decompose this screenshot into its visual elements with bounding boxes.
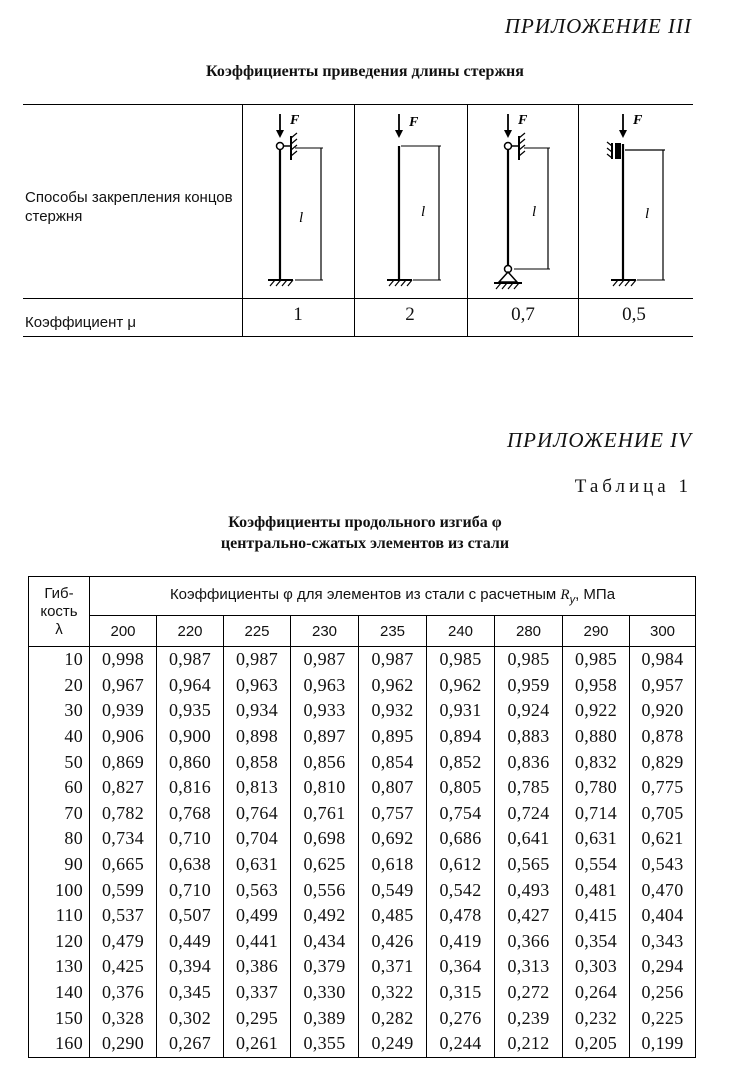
- phi-value: 0,549: [359, 877, 427, 903]
- phi-value: 0,470: [630, 877, 696, 903]
- slenderness-value: 40: [29, 724, 90, 750]
- phi-value: 0,829: [630, 749, 696, 775]
- table-label: Таблица 1: [574, 476, 692, 497]
- phi-value: 0,313: [495, 954, 563, 980]
- phi-value: 0,355: [291, 1031, 359, 1057]
- phi-value: 0,371: [359, 954, 427, 980]
- phi-value: 0,724: [495, 801, 563, 827]
- phi-value: 0,985: [495, 647, 563, 673]
- phi-value: 0,256: [630, 980, 696, 1006]
- phi-value: 0,328: [90, 1005, 157, 1031]
- phi-value: 0,290: [90, 1031, 157, 1057]
- phi-value: 0,931: [427, 698, 495, 724]
- phi-value: 0,426: [359, 929, 427, 955]
- phi-value: 0,734: [90, 826, 157, 852]
- force-label: F: [518, 113, 528, 128]
- slenderness-value: 60: [29, 775, 90, 801]
- reduction-coefficient-table: [23, 104, 693, 337]
- force-label: F: [409, 115, 419, 130]
- top-hinge: [277, 143, 284, 150]
- phi-value: 0,924: [495, 698, 563, 724]
- phi-value: 0,880: [563, 724, 630, 750]
- phi-value: 0,507: [157, 903, 224, 929]
- phi-value: 0,379: [291, 954, 359, 980]
- table-row: [29, 647, 696, 673]
- phi-value: 0,958: [563, 673, 630, 699]
- table-row: [29, 877, 696, 903]
- length-label: l: [299, 210, 304, 226]
- steel-group-header-unit: , МПа: [575, 586, 616, 603]
- phi-value: 0,415: [563, 903, 630, 929]
- phi-value: 0,933: [291, 698, 359, 724]
- phi-value: 0,618: [359, 852, 427, 878]
- phi-value: 0,827: [90, 775, 157, 801]
- phi-value: 0,625: [291, 852, 359, 878]
- phi-value: 0,686: [427, 826, 495, 852]
- phi-value: 0,537: [90, 903, 157, 929]
- phi-value: 0,710: [157, 826, 224, 852]
- phi-value: 0,343: [630, 929, 696, 955]
- table-row: [29, 1005, 696, 1031]
- phi-value: 0,641: [495, 826, 563, 852]
- phi-value: 0,481: [563, 877, 630, 903]
- phi-value: 0,364: [427, 954, 495, 980]
- phi-value: 0,565: [495, 852, 563, 878]
- phi-value: 0,897: [291, 724, 359, 750]
- phi-value: 0,554: [563, 852, 630, 878]
- column-diagram-clamped-fixed: [579, 104, 693, 298]
- column-diagram-free-fixed: [355, 104, 467, 298]
- column-header-ry: 240: [427, 616, 495, 647]
- slenderness-value: 110: [29, 903, 90, 929]
- mu-value-3: 0,7: [511, 304, 535, 325]
- phi-value: 0,612: [427, 852, 495, 878]
- column-header-ry: 235: [359, 616, 427, 647]
- phi-value: 0,895: [359, 724, 427, 750]
- phi-value: 0,232: [563, 1005, 630, 1031]
- phi-value: 0,832: [563, 749, 630, 775]
- table-2-title-line-2: центрально-сжатых элементов из стали: [220, 535, 510, 552]
- phi-value: 0,987: [291, 647, 359, 673]
- phi-value: 0,665: [90, 852, 157, 878]
- phi-value: 0,852: [427, 749, 495, 775]
- column-header-ry: 290: [563, 616, 630, 647]
- phi-value: 0,963: [291, 673, 359, 699]
- table-row: [29, 852, 696, 878]
- column-diagram-pinned-fixed: [243, 104, 354, 298]
- phi-value: 0,984: [630, 647, 696, 673]
- phi-value: 0,987: [157, 647, 224, 673]
- table-rule: [23, 336, 693, 337]
- phi-value: 0,543: [630, 852, 696, 878]
- table-row: [29, 673, 696, 699]
- table-2-title: [0, 512, 730, 554]
- phi-value: 0,542: [427, 877, 495, 903]
- phi-value: 0,389: [291, 1005, 359, 1031]
- phi-value: 0,427: [495, 903, 563, 929]
- column-header-ry: 280: [495, 616, 563, 647]
- phi-value: 0,764: [224, 801, 291, 827]
- phi-value: 0,249: [359, 1031, 427, 1057]
- table-row: [29, 980, 696, 1006]
- phi-value: 0,354: [563, 929, 630, 955]
- slenderness-value: 80: [29, 826, 90, 852]
- phi-value: 0,485: [359, 903, 427, 929]
- column-header-ry: 200: [90, 616, 157, 647]
- phi-value: 0,434: [291, 929, 359, 955]
- force-arrowhead: [504, 130, 512, 138]
- phi-value: 0,441: [224, 929, 291, 955]
- phi-value: 0,754: [427, 801, 495, 827]
- phi-value: 0,860: [157, 749, 224, 775]
- phi-value: 0,425: [90, 954, 157, 980]
- phi-value: 0,757: [359, 801, 427, 827]
- phi-value: 0,563: [224, 877, 291, 903]
- mu-value-4: 0,5: [622, 304, 646, 325]
- table-row: [29, 801, 696, 827]
- phi-value: 0,906: [90, 724, 157, 750]
- phi-value: 0,295: [224, 1005, 291, 1031]
- phi-value: 0,705: [630, 801, 696, 827]
- phi-value: 0,303: [563, 954, 630, 980]
- phi-value: 0,366: [495, 929, 563, 955]
- slenderness-header: Гиб- кость λ: [29, 577, 90, 647]
- phi-value: 0,869: [90, 749, 157, 775]
- column-header-ry: 225: [224, 616, 291, 647]
- force-label: F: [633, 113, 643, 128]
- slenderness-value: 150: [29, 1005, 90, 1031]
- length-label: l: [421, 204, 426, 220]
- phi-value: 0,987: [359, 647, 427, 673]
- phi-value: 0,225: [630, 1005, 696, 1031]
- phi-value: 0,878: [630, 724, 696, 750]
- phi-value: 0,479: [90, 929, 157, 955]
- phi-value: 0,212: [495, 1031, 563, 1057]
- table-row: [29, 724, 696, 750]
- phi-value: 0,775: [630, 775, 696, 801]
- phi-value: 0,199: [630, 1031, 696, 1057]
- phi-value: 0,998: [90, 647, 157, 673]
- phi-value: 0,556: [291, 877, 359, 903]
- slenderness-value: 120: [29, 929, 90, 955]
- phi-value: 0,810: [291, 775, 359, 801]
- phi-value: 0,856: [291, 749, 359, 775]
- phi-value: 0,805: [427, 775, 495, 801]
- clamp-block: [615, 143, 621, 159]
- force-arrowhead: [276, 130, 284, 138]
- table-row: [29, 826, 696, 852]
- appendix-4-heading: ПРИЛОЖЕНИЕ IV: [506, 428, 692, 452]
- phi-value: 0,922: [563, 698, 630, 724]
- appendix-3-heading: ПРИЛОЖЕНИЕ III: [504, 14, 692, 38]
- phi-value: 0,962: [359, 673, 427, 699]
- phi-value: 0,967: [90, 673, 157, 699]
- phi-value: 0,337: [224, 980, 291, 1006]
- table-rule: [23, 298, 693, 299]
- phi-value: 0,386: [224, 954, 291, 980]
- steel-group-header-text: Коэффициенты φ для элементов из стали с расчетным: [169, 586, 557, 603]
- phi-value: 0,404: [630, 903, 696, 929]
- phi-value: 0,714: [563, 801, 630, 827]
- phi-value: 0,782: [90, 801, 157, 827]
- phi-value: 0,883: [495, 724, 563, 750]
- slenderness-value: 50: [29, 749, 90, 775]
- phi-value: 0,813: [224, 775, 291, 801]
- mu-value-2: 2: [405, 304, 415, 325]
- phi-value: 0,419: [427, 929, 495, 955]
- phi-value: 0,987: [224, 647, 291, 673]
- steel-group-header-symbol: R: [560, 587, 570, 603]
- phi-value: 0,478: [427, 903, 495, 929]
- force-arrowhead: [395, 130, 403, 138]
- phi-value: 0,449: [157, 929, 224, 955]
- phi-value: 0,939: [90, 698, 157, 724]
- phi-value: 0,785: [495, 775, 563, 801]
- phi-value: 0,282: [359, 1005, 427, 1031]
- slenderness-value: 70: [29, 801, 90, 827]
- phi-value: 0,302: [157, 1005, 224, 1031]
- phi-value: 0,761: [291, 801, 359, 827]
- phi-value: 0,780: [563, 775, 630, 801]
- phi-value: 0,934: [224, 698, 291, 724]
- mu-value-1: 1: [293, 304, 303, 325]
- length-label: l: [532, 204, 537, 220]
- slenderness-value: 130: [29, 954, 90, 980]
- phi-value: 0,959: [495, 673, 563, 699]
- top-hinge: [505, 143, 512, 150]
- phi-value: 0,698: [291, 826, 359, 852]
- phi-value: 0,920: [630, 698, 696, 724]
- phi-value: 0,493: [495, 877, 563, 903]
- phi-value: 0,276: [427, 1005, 495, 1031]
- phi-value: 0,858: [224, 749, 291, 775]
- phi-value: 0,492: [291, 903, 359, 929]
- phi-value: 0,894: [427, 724, 495, 750]
- steel-group-header: [90, 577, 696, 616]
- phi-value: 0,631: [224, 852, 291, 878]
- phi-value: 0,315: [427, 980, 495, 1006]
- phi-value: 0,294: [630, 954, 696, 980]
- phi-value: 0,985: [563, 647, 630, 673]
- phi-value: 0,964: [157, 673, 224, 699]
- pin-support: [499, 272, 517, 282]
- force-label: F: [290, 113, 300, 128]
- slenderness-value: 10: [29, 647, 90, 673]
- phi-value: 0,957: [630, 673, 696, 699]
- phi-value: 0,935: [157, 698, 224, 724]
- phi-value: 0,621: [630, 826, 696, 852]
- table-row: [29, 749, 696, 775]
- table-row: [29, 929, 696, 955]
- slenderness-value: 90: [29, 852, 90, 878]
- table-row: [29, 954, 696, 980]
- column-header-ry: 230: [291, 616, 359, 647]
- steel-group-header-sub: y: [569, 594, 576, 606]
- buckling-coefficient-table: [28, 576, 696, 1058]
- length-label: l: [645, 206, 650, 222]
- phi-value: 0,394: [157, 954, 224, 980]
- phi-value: 0,267: [157, 1031, 224, 1057]
- slenderness-value: 140: [29, 980, 90, 1006]
- phi-value: 0,963: [224, 673, 291, 699]
- phi-value: 0,704: [224, 826, 291, 852]
- phi-value: 0,239: [495, 1005, 563, 1031]
- phi-value: 0,205: [563, 1031, 630, 1057]
- phi-value: 0,499: [224, 903, 291, 929]
- phi-value: 0,322: [359, 980, 427, 1006]
- phi-value: 0,261: [224, 1031, 291, 1057]
- phi-value: 0,345: [157, 980, 224, 1006]
- force-arrowhead: [619, 130, 627, 138]
- phi-value: 0,692: [359, 826, 427, 852]
- table-row: [29, 1031, 696, 1057]
- slenderness-value: 100: [29, 877, 90, 903]
- phi-value: 0,854: [359, 749, 427, 775]
- slenderness-value: 160: [29, 1031, 90, 1057]
- phi-value: 0,638: [157, 852, 224, 878]
- table-1-title: Коэффициенты приведения длины стержня: [206, 63, 524, 80]
- slenderness-value: 20: [29, 673, 90, 699]
- column-header-ry: 220: [157, 616, 224, 647]
- phi-value: 0,807: [359, 775, 427, 801]
- phi-value: 0,272: [495, 980, 563, 1006]
- phi-value: 0,768: [157, 801, 224, 827]
- phi-value: 0,330: [291, 980, 359, 1006]
- fixing-method-label: Способы закрепления концов стержня: [25, 189, 233, 225]
- phi-value: 0,900: [157, 724, 224, 750]
- slenderness-value: 30: [29, 698, 90, 724]
- phi-value: 0,376: [90, 980, 157, 1006]
- phi-value: 0,599: [90, 877, 157, 903]
- phi-value: 0,985: [427, 647, 495, 673]
- column-diagram-pinned-pinned: [468, 104, 578, 298]
- table-row: [29, 698, 696, 724]
- phi-value: 0,244: [427, 1031, 495, 1057]
- phi-value: 0,710: [157, 877, 224, 903]
- phi-value: 0,631: [563, 826, 630, 852]
- column-header-ry: 300: [630, 616, 696, 647]
- phi-value: 0,898: [224, 724, 291, 750]
- phi-value: 0,264: [563, 980, 630, 1006]
- table-2-title-line-1: Коэффициенты продольного изгиба φ: [228, 514, 502, 531]
- phi-value: 0,962: [427, 673, 495, 699]
- table-row: [29, 775, 696, 801]
- coefficient-mu-label: Коэффициент μ: [25, 314, 137, 331]
- phi-value: 0,816: [157, 775, 224, 801]
- table-row: [29, 903, 696, 929]
- phi-value: 0,836: [495, 749, 563, 775]
- phi-value: 0,932: [359, 698, 427, 724]
